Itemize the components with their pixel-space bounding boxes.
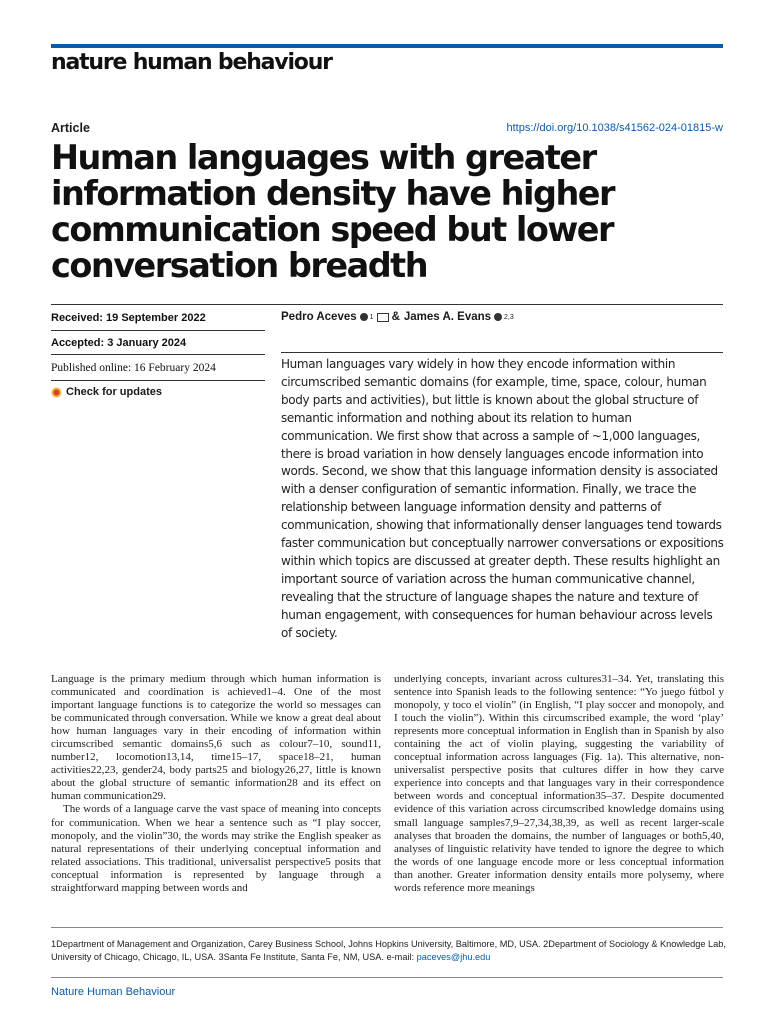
- check-for-updates-button[interactable]: [51, 386, 162, 398]
- author-name[interactable]: Pedro Aceves: [281, 311, 357, 323]
- author-list: [281, 311, 514, 323]
- received-date: Received: 19 September 2022: [51, 312, 206, 324]
- title-divider: [51, 304, 723, 305]
- article-title: Human languages with greater information density have higher communication speed but lower conversation breadth: [51, 138, 615, 285]
- footer-journal-name[interactable]: Nature Human Behaviour: [51, 986, 176, 998]
- email-link[interactable]: paceves@jhu.edu: [416, 952, 491, 962]
- email-icon[interactable]: [377, 313, 389, 322]
- body-paragraph: Language is the primary medium through which human information is communicated and coordination is achieved1–4. One of the most important language functions is to categorize the world so messages can be communicated through conversation. While we know a great deal about how human languages vary in their encoding of information within circumscribed semantic domains5,6 such as colour7–10, sound11, number12, locomotion13,14, time15–17, space18–21, human activities22,23, gender24, body parts25 and biology26,27, little is known about the global structure of semantic information28 and its effect on human communication29.: [51, 673, 381, 803]
- affiliation-sup: 2,3: [504, 313, 514, 321]
- date-divider-3: [51, 380, 265, 381]
- footnote-divider: [51, 927, 723, 928]
- affiliation-sup: 1: [369, 313, 374, 321]
- check-updates-label: Check for updates: [66, 386, 162, 398]
- author-separator: &: [391, 311, 400, 323]
- article-type-label: Article: [51, 121, 90, 135]
- date-divider-2: [51, 354, 265, 355]
- body-column-left: [51, 673, 381, 895]
- author-divider: [281, 352, 723, 353]
- author-name[interactable]: James A. Evans: [403, 311, 492, 323]
- affiliation-footnote: [51, 938, 731, 964]
- published-date: Published online: 16 February 2024: [51, 362, 216, 374]
- body-column-right: [394, 673, 724, 895]
- affiliations: 1Department of Management and Organization, Carey Business School, Johns Hopkins University, Baltimore, MD, USA. 2Department of Sociology & Knowledge Lab, University of Chicago, Chicago, IL, USA. 3Santa Fe Institute, Santa Fe, NM, USA.: [51, 939, 726, 962]
- doi-link[interactable]: https://doi.org/10.1038/s41562-024-01815-w: [506, 122, 723, 134]
- check-updates-icon: [51, 387, 62, 398]
- body-paragraph: underlying concepts, invariant across cultures31–34. Yet, translating this sentence into Spanish leads to the following sentence: “Yo juego fútbol y monopoly, y toco el violín” (in English, “I play soccer and monopoly, and I touch the violin”). Within this circumscribed example, the word ‘play’ represents more conceptual information in English than in Spanish by also containing the act of violin playing, suggesting the variability of conceptual information across languages (Fig. 1a). This alternative, non-universalist perspective posits that cultures differ in how they carve experience into concepts and that languages vary in their correspondence between words and conceptual information35–37. Despite documented evidence of this variation across circumscribed knowledge domains using small language samples7,9–27,34,38,39, as well as recent larger-scale analyses that broaden the domains, the number of languages or both5,40, analyses of linguistic relativity have tended to ignore the degree to which the words of one language encode more or less conceptual information than another. Greater information density entails more polysemy, where words reference more meanings: [394, 673, 724, 894]
- date-divider-1: [51, 330, 265, 331]
- orcid-icon[interactable]: [494, 313, 502, 321]
- footer-divider: [51, 977, 723, 978]
- journal-top-bar: [51, 44, 723, 48]
- body-paragraph: The words of a language carve the vast space of meaning into concepts for communication. When we hear a sentence such as “I play soccer, monopoly, and the violin”30, the words may strike the English speaker as natural representations of their underlying conceptual information and related associations. This traditional, universalist perspective5 posits that conceptual information is represented by language through a straightforward mapping between words and: [51, 803, 381, 894]
- abstract: Human languages vary widely in how they encode information within circumscribed semantic domains (for example, time, space, colour, human body parts and activities), but little is known about the global structure of semantic information and nothing about its relation to human communication. We first show that across a sample of ~1,000 languages, there is broad variation in how densely languages encode information into words. Second, we show that this language information density is associated with a denser configuration of semantic information. Finally, we trace the relationship between language information density and patterns of communication, showing that informationally denser languages tend towards faster communication but conceptually narrower conversations or expositions within which topics are discussed at greater depth. These results highlight an important source of variation across the human communicative channel, revealing that the structure of language shapes the nature and texture of human engagement, with consequences for human behaviour across levels of society.: [281, 357, 724, 640]
- email-label: e-mail:: [386, 952, 415, 962]
- journal-name: nature human behaviour: [51, 50, 332, 75]
- accepted-date: Accepted: 3 January 2024: [51, 337, 187, 349]
- orcid-icon[interactable]: [360, 313, 368, 321]
